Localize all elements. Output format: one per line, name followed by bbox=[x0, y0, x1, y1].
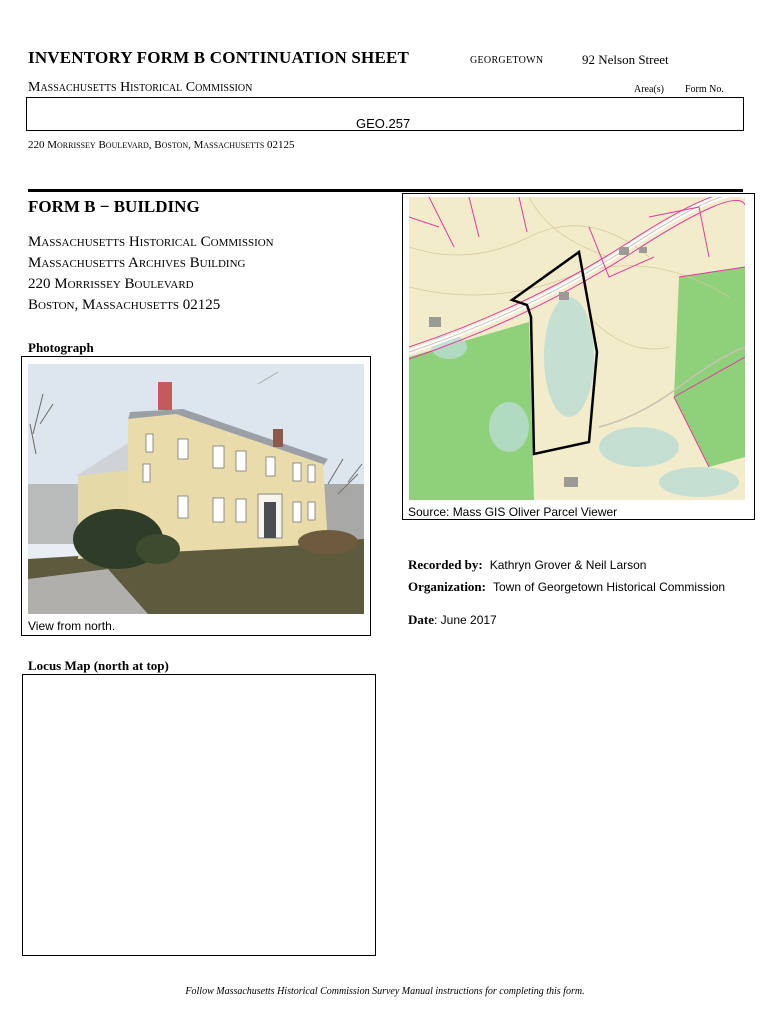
form-number: GEO.257 bbox=[356, 116, 411, 131]
photograph-label: Photograph bbox=[28, 340, 94, 355]
map-source-caption: Source: Mass GIS Oliver Parcel Viewer bbox=[408, 505, 618, 519]
form-title: INVENTORY FORM B CONTINUATION SHEET bbox=[28, 48, 410, 67]
mhc-address-line: Massachusetts Historical Commission bbox=[28, 234, 274, 250]
date-value: : June 2017 bbox=[434, 613, 497, 627]
area-label: Area(s) bbox=[634, 84, 664, 95]
organization-name: Massachusetts Historical Commission bbox=[28, 80, 253, 95]
recorded-by-row bbox=[408, 557, 646, 573]
town-name: GEORGETOWN bbox=[470, 55, 544, 66]
mhc-address-line: Boston, Massachusetts 02125 bbox=[28, 297, 221, 313]
photograph-caption: View from north. bbox=[28, 619, 116, 633]
recorded-by-value: Kathryn Grover & Neil Larson bbox=[489, 558, 647, 572]
mhc-address-line: 220 Morrissey Boulevard bbox=[28, 276, 194, 292]
mhc-address-line: Massachusetts Archives Building bbox=[28, 255, 246, 271]
footer-instructions: Follow Massachusetts Historical Commission Survey Manual instructions for completing this form. bbox=[185, 986, 585, 997]
house-photograph bbox=[28, 364, 364, 614]
organization-row bbox=[408, 579, 725, 595]
recorded-by-label: Recorded by: bbox=[408, 557, 483, 572]
locus-map-frame bbox=[22, 674, 376, 956]
locus-map-label: Locus Map (north at top) bbox=[28, 658, 169, 673]
organization-label: Organization: bbox=[408, 579, 486, 594]
parcel-map bbox=[409, 197, 745, 500]
organization-value: Town of Georgetown Historical Commission bbox=[493, 580, 726, 594]
property-address: 92 Nelson Street bbox=[582, 52, 669, 67]
form-number-label: Form No. bbox=[685, 84, 724, 95]
section-divider bbox=[28, 189, 743, 192]
mailing-address: 220 Morrissey Boulevard, Boston, Massachusetts 02125 bbox=[28, 139, 295, 151]
date-row bbox=[408, 612, 497, 628]
section-title: FORM B − BUILDING bbox=[28, 197, 200, 216]
date-label: Date bbox=[408, 612, 434, 627]
